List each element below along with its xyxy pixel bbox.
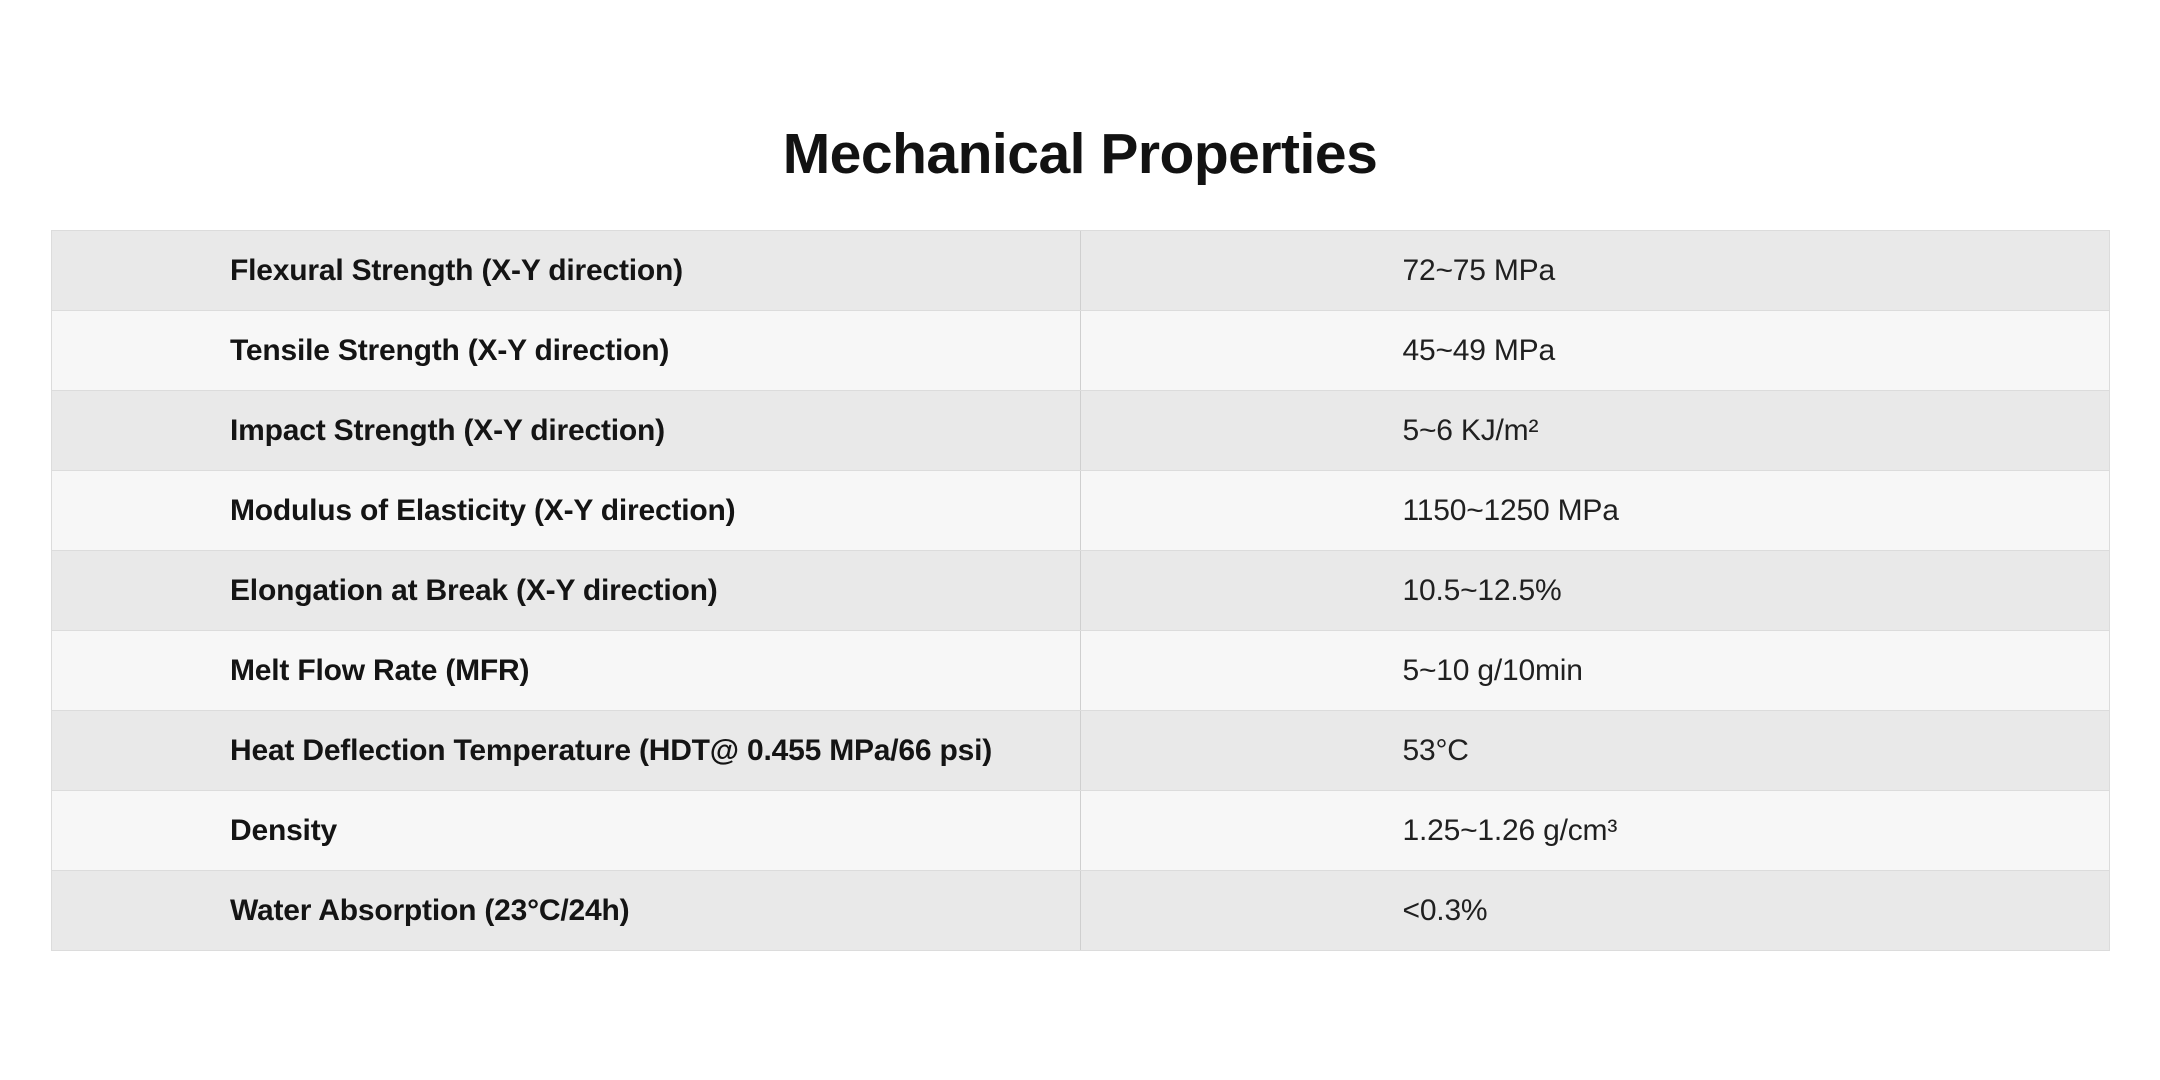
property-name: Water Absorption (23°C/24h) [52, 871, 1081, 950]
property-value: 72~75 MPa [1402, 253, 1555, 287]
table-row [52, 710, 2109, 790]
property-name: Melt Flow Rate (MFR) [52, 631, 1081, 710]
property-value: <0.3% [1402, 893, 1488, 927]
mechanical-properties-table [51, 230, 2110, 951]
property-name: Heat Deflection Temperature (HDT@ 0.455 MPa/66 psi) [52, 711, 1081, 790]
property-name: Flexural Strength (X-Y direction) [52, 231, 1081, 310]
property-name: Density [52, 791, 1081, 870]
table-row [52, 870, 2109, 950]
property-value: 53°C [1402, 733, 1469, 767]
property-name: Tensile Strength (X-Y direction) [52, 311, 1081, 390]
property-name: Impact Strength (X-Y direction) [52, 391, 1081, 470]
page-title: Mechanical Properties [782, 122, 1378, 186]
property-value: 10.5~12.5% [1402, 573, 1562, 607]
table-row [52, 470, 2109, 550]
property-value: 5~10 g/10min [1402, 653, 1583, 687]
property-value: 45~49 MPa [1402, 333, 1555, 367]
table-row [52, 310, 2109, 390]
table-row [52, 390, 2109, 470]
property-value: 1.25~1.26 g/cm³ [1402, 813, 1618, 847]
table-row [52, 630, 2109, 710]
table-row [52, 550, 2109, 630]
property-name: Modulus of Elasticity (X-Y direction) [52, 471, 1081, 550]
table-row [52, 790, 2109, 870]
property-value: 5~6 KJ/m² [1402, 413, 1539, 447]
property-value: 1150~1250 MPa [1402, 493, 1619, 527]
table-row [52, 231, 2109, 310]
property-name: Elongation at Break (X-Y direction) [52, 551, 1081, 630]
